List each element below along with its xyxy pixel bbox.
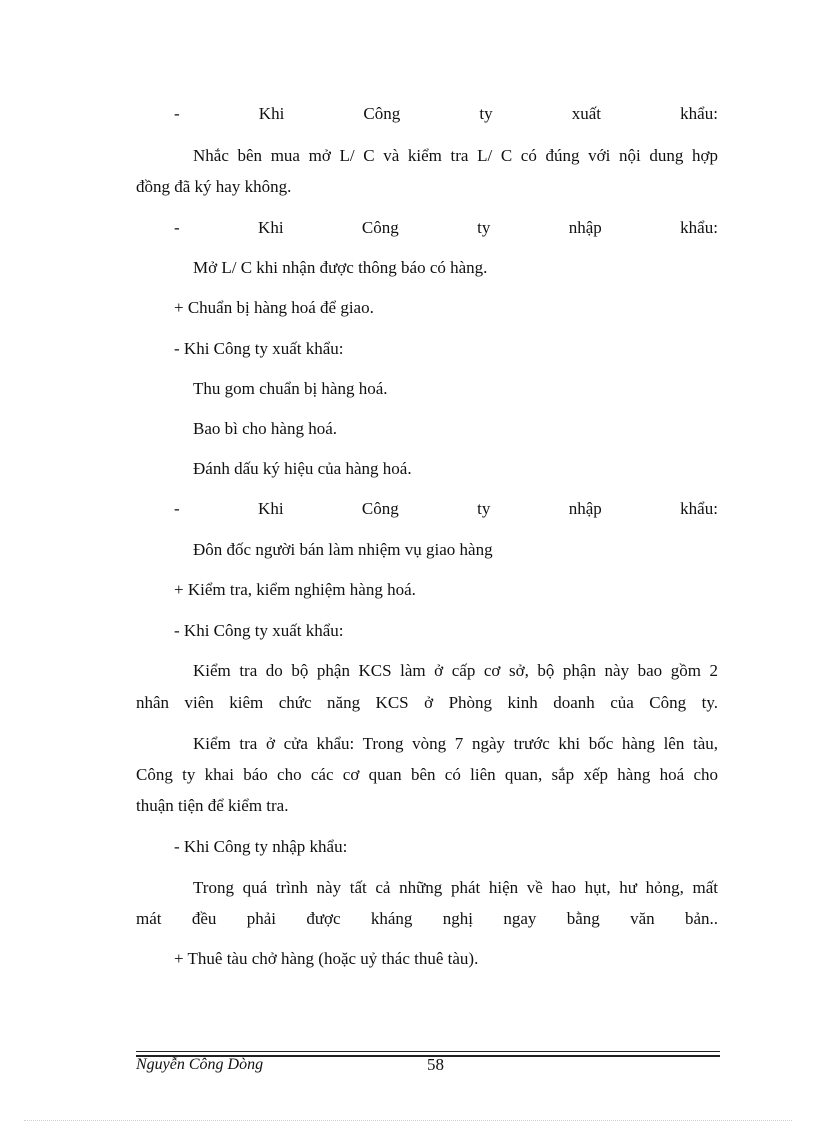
paragraph-line-19: thuận tiện để kiểm tra.	[136, 796, 289, 815]
word: Khi	[258, 499, 284, 518]
footer-rule	[136, 1051, 720, 1052]
word: -	[174, 499, 180, 518]
paragraph-line-14: - Khi Công ty xuất khẩu:	[174, 621, 344, 640]
word: xuất	[571, 104, 602, 123]
word: mát	[136, 909, 162, 928]
word: nhập	[568, 499, 602, 518]
word: văn	[630, 909, 655, 928]
word: ty	[477, 218, 491, 237]
paragraph-line-17: Kiểm tra ở cửa khẩu: Trong vòng 7 ngày trước khi bốc hàng lên tàu,	[193, 734, 718, 753]
word: -	[174, 104, 180, 123]
footer-author: Nguyễn Công Dòng	[136, 1056, 264, 1073]
word: ngay	[503, 909, 537, 928]
word: bằng	[566, 909, 600, 928]
word: Công	[361, 218, 399, 237]
paragraph-line-3: đồng đã ký hay không.	[136, 177, 292, 196]
word: -	[174, 218, 180, 237]
page-number: 58	[427, 1055, 444, 1074]
paragraph-line-18: Công ty khai báo cho các cơ quan bên có liên quan, sắp xếp hàng hoá cho	[136, 765, 718, 784]
word: Công	[363, 104, 401, 123]
word: ty	[477, 499, 491, 518]
word: Khi	[258, 104, 285, 123]
paragraph-line-2: Nhắc bên mua mở L/ C và kiểm tra L/ C có đúng với nội dung hợp	[193, 146, 718, 165]
paragraph-line-4	[174, 217, 718, 239]
paragraph-line-22	[136, 908, 718, 930]
word: được	[306, 909, 341, 928]
word: nhập	[568, 218, 602, 237]
word: đều	[191, 909, 217, 928]
word: khẩu:	[680, 499, 718, 518]
paragraph-line-10: Đánh dấu ký hiệu của hàng hoá.	[193, 459, 412, 478]
paragraph-line-11	[174, 498, 718, 520]
word: phải	[246, 909, 276, 928]
paragraph-line-8: Thu gom chuẩn bị hàng hoá.	[193, 379, 388, 398]
paragraph-line-13: + Kiểm tra, kiểm nghiệm hàng hoá.	[174, 580, 416, 599]
paragraph-line-7: - Khi Công ty xuất khẩu:	[174, 339, 344, 358]
paragraph-line-15: Kiểm tra do bộ phận KCS làm ở cấp cơ sở, bộ phận này bao gồm 2	[193, 661, 718, 680]
paragraph-line-20: - Khi Công ty nhập khẩu:	[174, 837, 348, 856]
paragraph-line-16: nhân viên kiêm chức năng KCS ở Phòng kinh doanh của Công ty.	[136, 693, 718, 712]
page-bottom-border	[24, 1120, 792, 1121]
word: Công	[361, 499, 399, 518]
word: ty	[479, 104, 493, 123]
paragraph-line-21: Trong quá trình này tất cả những phát hiện về hao hụt, hư hỏng, mất	[193, 878, 718, 897]
paragraph-line-1	[174, 103, 718, 125]
word: khẩu:	[680, 104, 718, 123]
word: bản..	[684, 909, 718, 928]
paragraph-line-6: + Chuẩn bị hàng hoá để giao.	[174, 298, 374, 317]
word: kháng	[370, 909, 413, 928]
paragraph-line-12: Đôn đốc người bán làm nhiệm vụ giao hàng	[193, 540, 493, 559]
word: nghị	[442, 909, 473, 928]
paragraph-line-5: Mở L/ C khi nhận được thông báo có hàng.	[193, 258, 488, 277]
word: Khi	[258, 218, 284, 237]
word: khẩu:	[680, 218, 718, 237]
paragraph-line-9: Bao bì cho hàng hoá.	[193, 419, 337, 438]
paragraph-line-23: + Thuê tàu chở hàng (hoặc uỷ thác thuê tàu).	[174, 949, 479, 968]
